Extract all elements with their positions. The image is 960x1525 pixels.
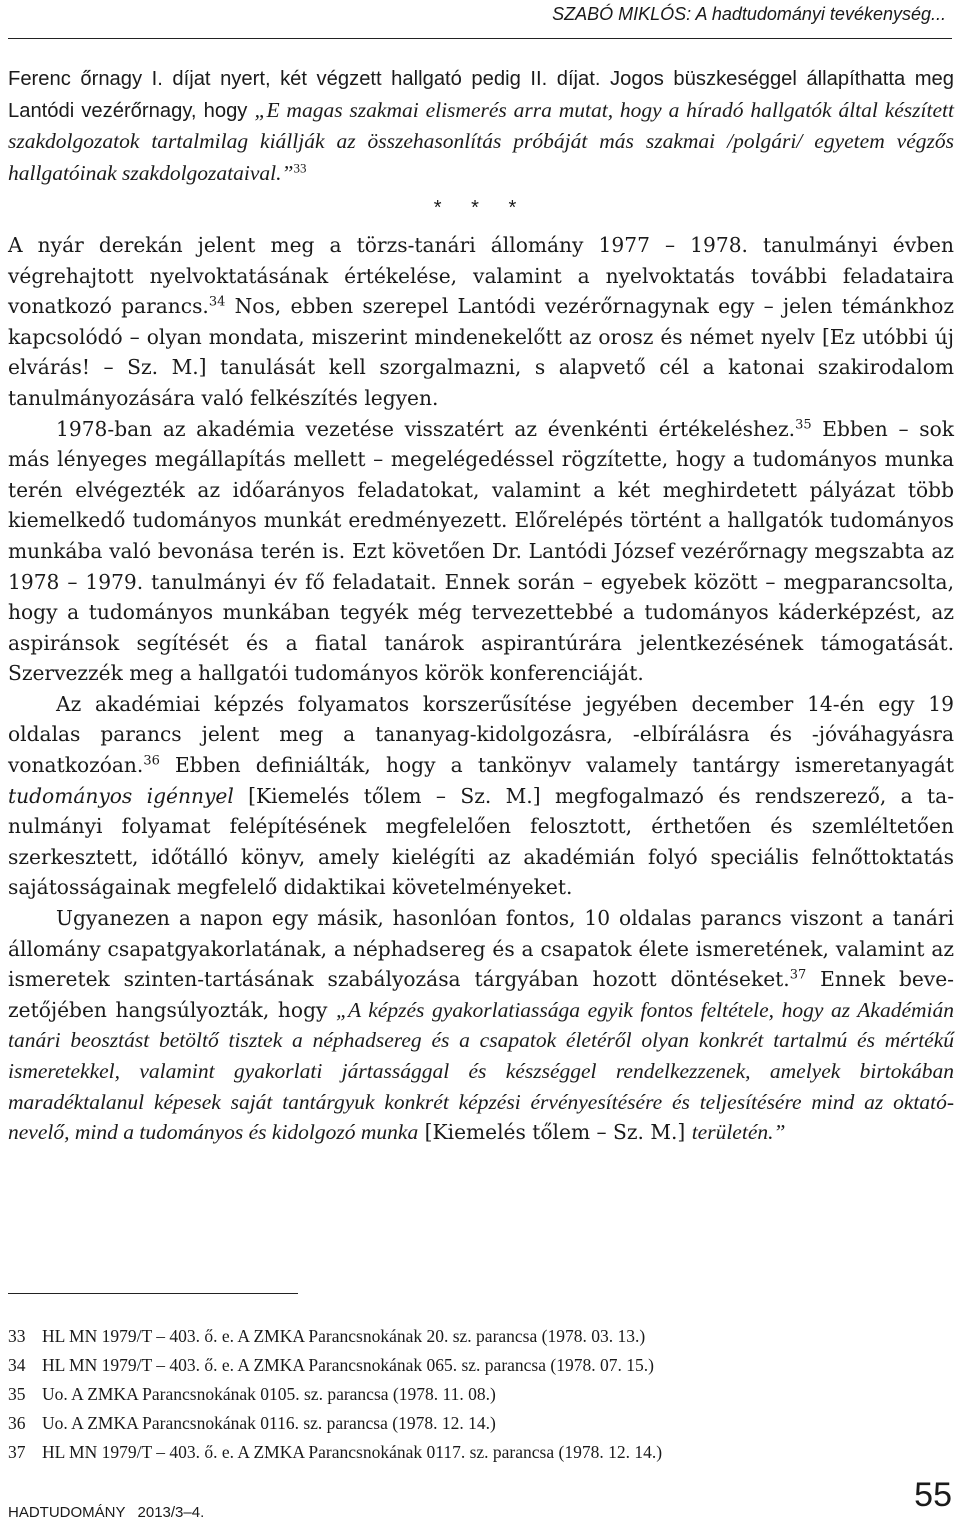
footnote-item: [8, 1409, 908, 1438]
paragraph-5: [8, 903, 954, 1148]
paragraph-3: [8, 414, 954, 689]
footnote-number: 34: [8, 1355, 26, 1375]
p5-text-b: Ennek bevezetőjében hangsúlyozták, hogy: [8, 967, 954, 1022]
p2-text-b: Nos, ebben szerepel Lantódi vezérőrnagynak egy – jelen témánkhoz kapcsolódó – olyan mondata, miszerint mindenekelőtt az orosz és német nyelv [Ez utóbbi új elvárás! – Sz. M.] tanulását kell szorgalmazni, s alapvető cél a katonai szakirodalom tanulmányozására való felkészítés legyen.: [8, 294, 954, 410]
footnote-text: HL MN 1979/T – 403. ő. e. A ZMKA Parancsnokának 065. sz. parancsa (1978. 07. 15.): [42, 1355, 654, 1375]
p3-text-b: Ebben – sok más lényeges megállapítás mellett – megelégedéssel rögzítette, hogy a tudományos munka terén elvégezték az időarányos feladatokat, valamint a két meghirdetett pályázat több kiemelkedő tudományos munkát eredményezett. Előrelépés történt a hallgatók tudományos munkába való bevonása terén is. Ezt követően Dr. Lantódi József vezérőrnagy megszabta az 1978 – 1979. tanulmányi év fő feladatait. Ennek során – egyebek között – megparancsolta, hogy a tudományos munkában tegyék még tervezettebbé a tudományos káderképzést, az aspiránsok segítését és a fiatal tanárok aspirantúrára jelentkezésének támogatását. Szervezzék meg a hallgatói tudományos körök konferenciáját.: [8, 416, 955, 686]
footnote-item: [8, 1322, 908, 1351]
footnote-text: Uo. A ZMKA Parancsnokának 0116. sz. parancsa (1978. 12. 14.): [42, 1413, 496, 1433]
footnote-item: [8, 1380, 908, 1409]
journal-name: HADTUDOMÁNY: [8, 1504, 126, 1521]
journal-footer: [8, 1504, 204, 1521]
p4-text-c: [Kiemelés tőlem – Sz. M.] megfogalmazó és rendszerező, a tanulmányi folyamat felépítésének megfelelően felosztott, érthetően és szemléltetően szerkesztett, időtálló könyv, amely kielégíti az akadémián folyó speciális felnőttoktatás sajátosságainak megfelelő didaktikai követelményeket.: [8, 783, 955, 900]
footnote-ref-34[interactable]: 34: [208, 294, 226, 310]
p2-text-a: A nyár derekán jelent meg a törzs-tanári állomány 1977 – 1978. tanulmányi évben végrehajtott nyelvoktatásának értékelése, valamint a nyelvoktatás további feladataira vonatkozó parancs.: [8, 232, 954, 319]
footnote-item: [8, 1438, 908, 1467]
journal-issue: 2013/3–4.: [137, 1504, 205, 1521]
p4-text-a: Az akadémiai képzés folyamatos korszerűsítése jegyében december 14-én egy 19 oldalas parancs jelent meg a tananyag-kidolgozásra, -elbírálásra és -jóváhagyásra vonatkozóan.: [8, 691, 954, 778]
p4-text-b: Ebben definiálták, hogy a tankönyv valamely tantárgy ismeretanyagát: [159, 753, 954, 778]
footnote-ref-36[interactable]: 36: [143, 753, 160, 769]
footnote-ref-33[interactable]: 33: [293, 160, 307, 176]
p5-quote-end: területén.”: [691, 1120, 786, 1145]
footnote-text: Uo. A ZMKA Parancsnokának 0105. sz. parancsa (1978. 11. 08.): [42, 1384, 496, 1404]
p5-text-a: Ugyanezen a napon egy másik, hasonlóan fontos, 10 oldalas parancs viszont a tanári állomány csapatgyakorlatának, a néphadsereg és a csapatok élete ismeretének, valamint az ismeretek szinten-tartásának szabályozása tárgyában hozott döntéseket.: [8, 906, 954, 992]
footnote-ref-35[interactable]: 35: [795, 416, 812, 432]
header-rule: [8, 38, 952, 39]
paragraph-1: [8, 64, 954, 189]
footnote-ref-37[interactable]: 37: [789, 967, 807, 983]
paragraph-2: [8, 230, 954, 414]
footnote-rule: [8, 1293, 298, 1294]
p5-quote: „A képzés gyakorlatiassága egyik fontos feltétele, hogy az Akadémián tanári beosztást betöltő tisztek a néphadsereg és a csapatok életéről olyan konkrét tartalmú és mértékű ismeretekkel, valamint gyakorlati jártassággal és készséggel rendelkezzenek, amelyek birtokában maradéktalanul képesek saját tantárgyuk konkrét képzési érvényesítésére és teljesítésére mind az oktató-nevelő, mind a tudományos és kidolgozó munka: [8, 997, 954, 1145]
p4-emphasis: tudományos igénnyel: [8, 783, 234, 808]
p1-lead: Ferenc őrnagy I. díjat nyert, két végzett hallgató pedig II. díjat. Jogos büszkeséggel állapíthatta meg Lantódi vezérőrnagy, hogy: [8, 68, 954, 122]
footnote-text: HL MN 1979/T – 403. ő. e. A ZMKA Parancsnokának 0117. sz. parancsa (1978. 12. 14.): [42, 1442, 663, 1462]
p5-text-c: [Kiemelés tőlem – Sz. M.]: [418, 1120, 692, 1145]
p3-text-a: 1978-ban az akadémia vezetése visszatért az évenkénti értékeléshez.: [56, 416, 796, 441]
footnote-number: 37: [8, 1442, 26, 1462]
footnote-number: 36: [8, 1413, 26, 1433]
article-body: [8, 64, 954, 1148]
footnotes: [8, 1322, 908, 1467]
p1-quote: „E magas szakmai elismerés arra mutat, hogy a híradó hallgatók által készített szakdolgozatok tartalmilag kiállják az összehasonlítás próbáját más szakmai /polgári/ egyetem végzős hallgatóinak szakdolgozataival.”: [8, 97, 954, 185]
page-number: 55: [914, 1476, 952, 1514]
footnote-number: 35: [8, 1384, 26, 1404]
footnote-text: HL MN 1979/T – 403. ő. e. A ZMKA Parancsnokának 20. sz. parancsa (1978. 03. 13.): [42, 1326, 646, 1346]
section-separator: * * *: [433, 197, 529, 220]
footnote-item: [8, 1351, 908, 1380]
running-title: SZABÓ MIKLÓS: A hadtudományi tevékenység...: [552, 4, 946, 24]
paragraph-4: [8, 689, 954, 903]
footnote-number: 33: [8, 1326, 26, 1346]
